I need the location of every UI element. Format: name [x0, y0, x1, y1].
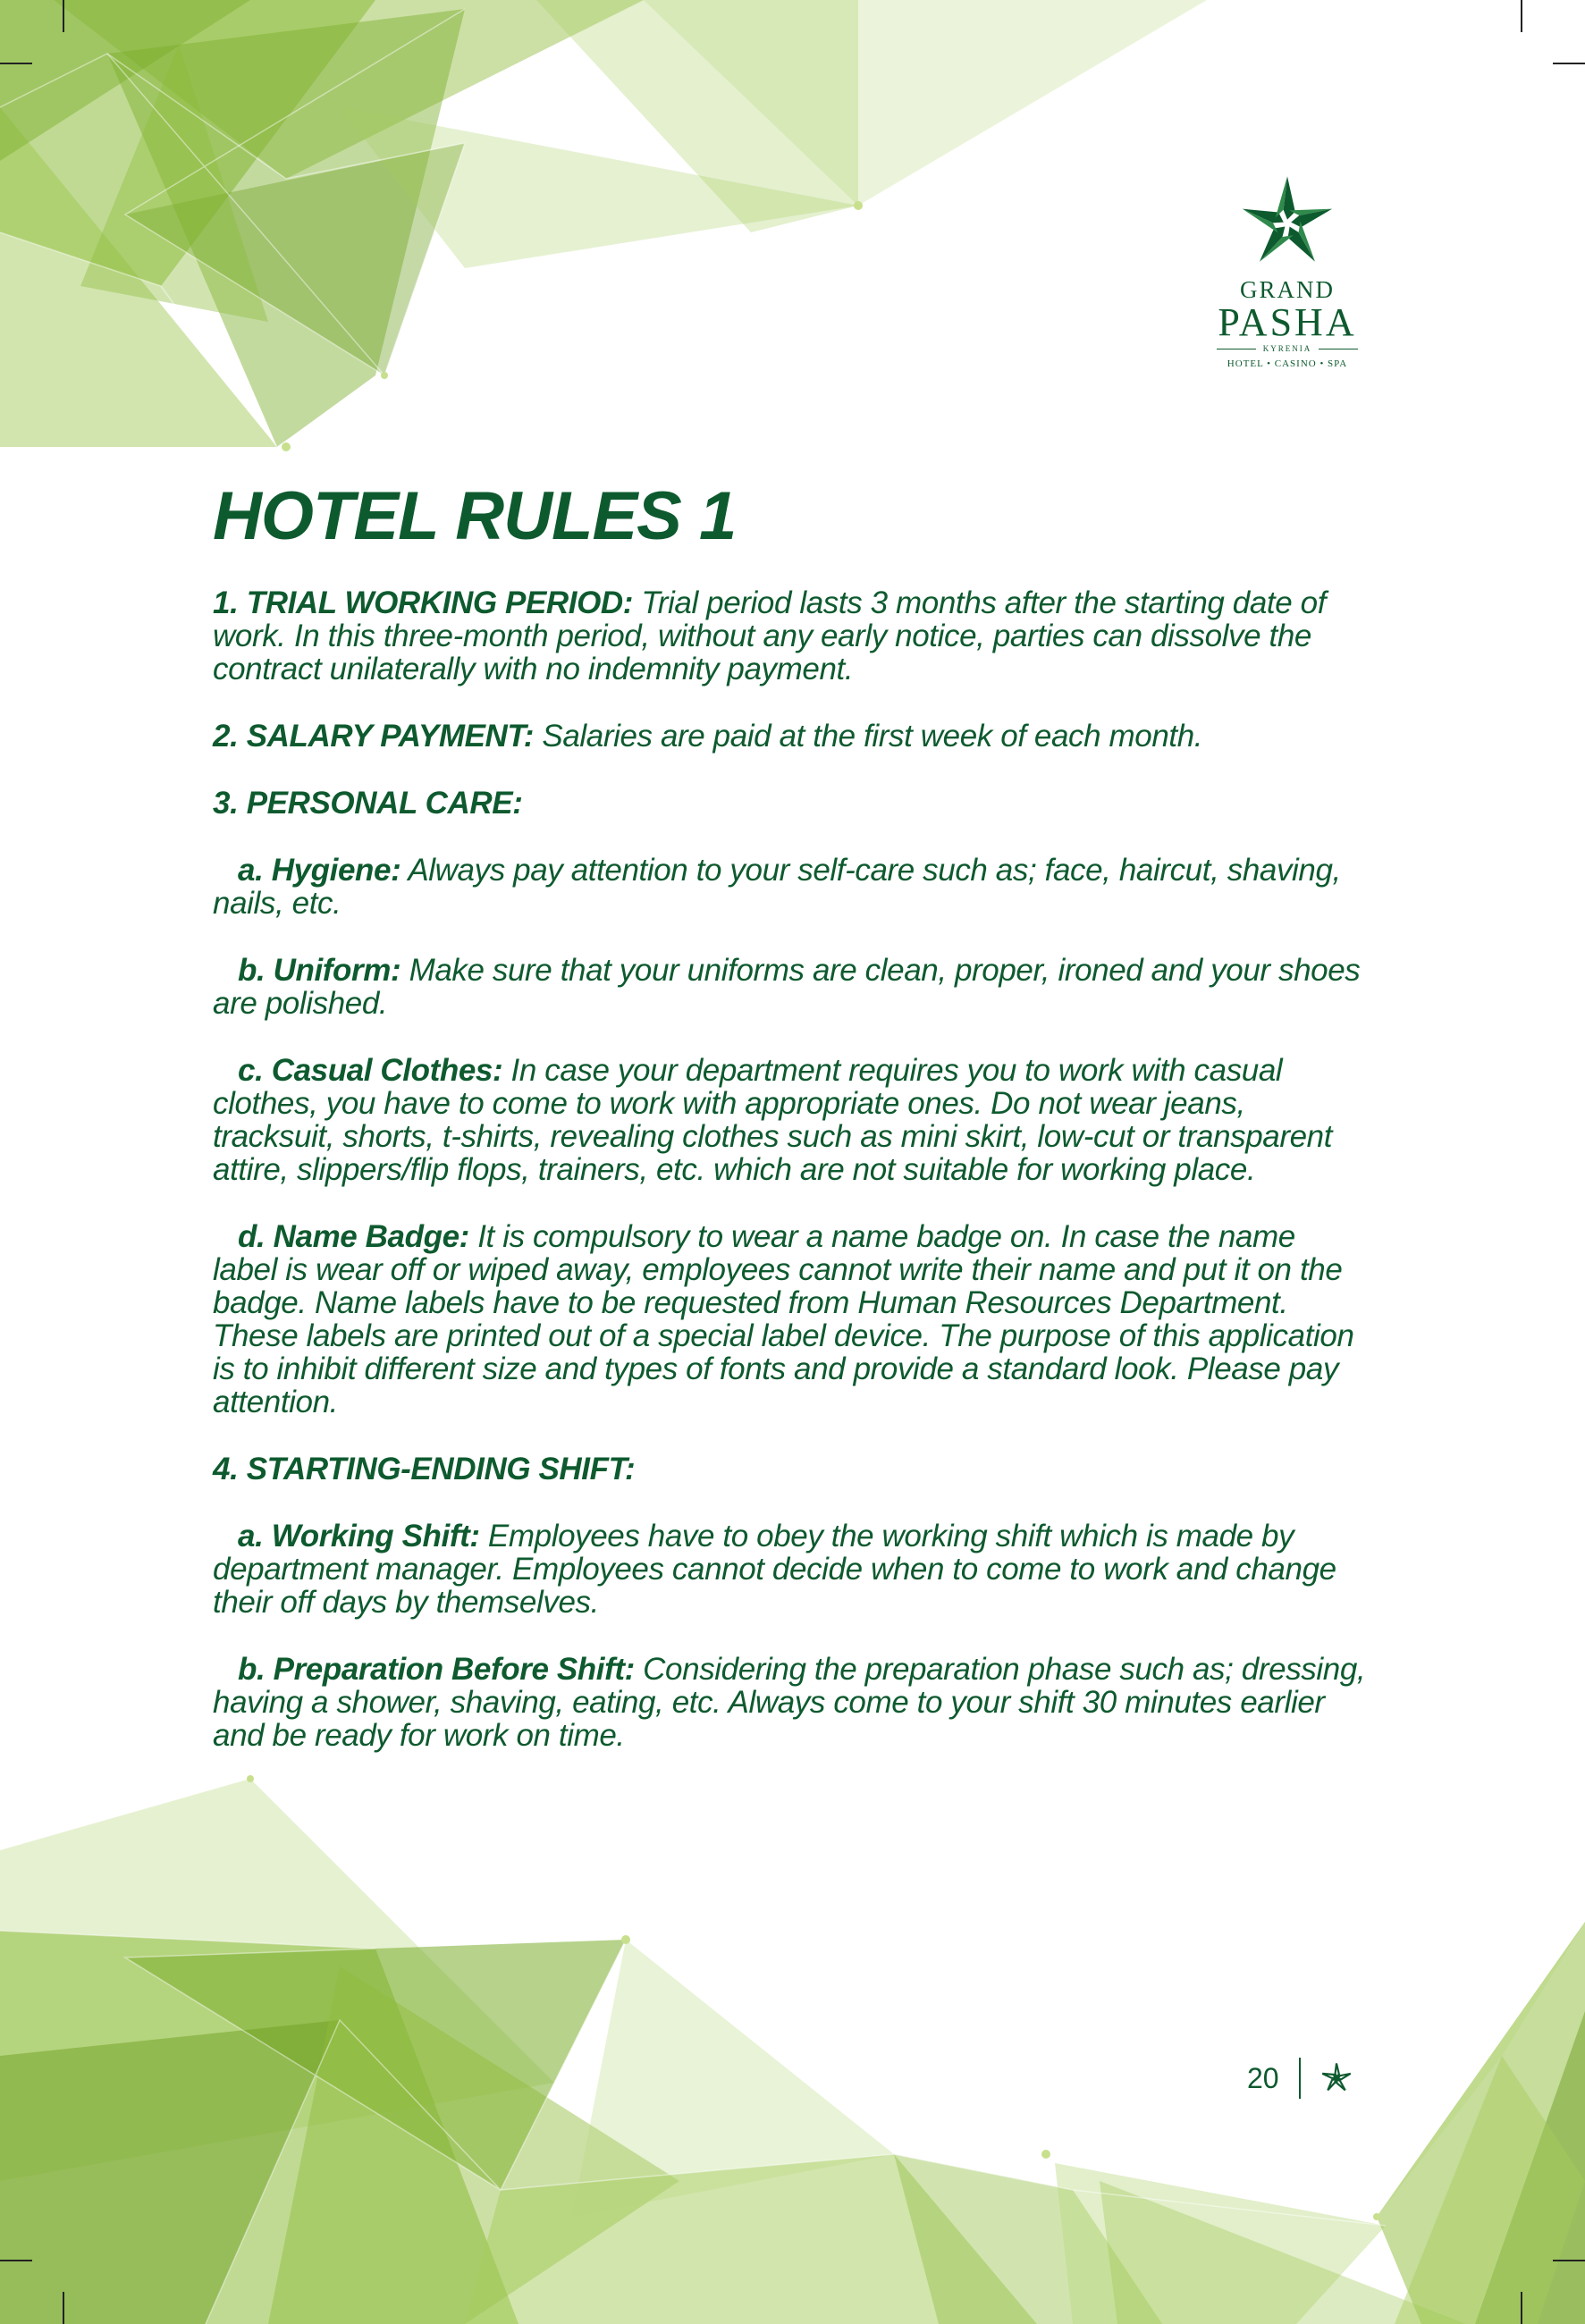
rule-label: b. Uniform: — [238, 953, 401, 988]
rule-label: 3. PERSONAL CARE: — [213, 786, 523, 821]
logo-grand: GRAND — [1239, 276, 1335, 303]
star-icon — [1238, 174, 1336, 273]
rules-list — [213, 586, 1366, 1752]
rule-item — [213, 1452, 1366, 1486]
rule-label: 1. TRIAL WORKING PERIOD: — [213, 585, 634, 620]
rule-text: Make sure that your uniforms are clean, proper, ironed and your shoes are polished. — [213, 953, 1361, 1021]
logo-kyrenia — [1198, 344, 1377, 353]
logo-pasha: PASHA — [1218, 300, 1357, 344]
rule-item — [213, 1054, 1366, 1186]
crop-mark — [63, 0, 64, 32]
crop-mark — [1521, 2292, 1522, 2324]
rule-text: In case your department requires you to work with casual clothes, you have to come to work with appropriate ones. Do not wear jeans, tracksuit, shorts, t-shirts, revealing clothes such as mini skirt, low-cut or transparent attire, slippers/flip flops, trainers, etc. which are not suitable for working place. — [213, 1053, 1333, 1187]
rule-label: a. Working Shift: — [238, 1519, 480, 1554]
rule-text: Considering the preparation phase such as; dressing, having a shower, shaving, eating, etc. Always come to your shift 30 minutes earlier and be ready for work on time. — [213, 1652, 1366, 1753]
page-footer — [1247, 2058, 1353, 2099]
rule-item — [213, 1520, 1366, 1619]
star-icon — [1320, 2062, 1353, 2094]
rule-label: b. Preparation Before Shift: — [238, 1652, 635, 1687]
rule-item — [213, 854, 1366, 920]
crop-mark — [0, 63, 32, 64]
rule-text: Salaries are paid at the first week of each month. — [534, 719, 1203, 754]
crop-mark — [1553, 63, 1585, 64]
rules-content — [213, 478, 1366, 1786]
rule-item — [213, 954, 1366, 1020]
rule-label: a. Hygiene: — [238, 853, 401, 888]
rule-text: Trial period lasts 3 months after the starting date of work. In this three-month period, without any early notice, parties can dissolve the contract unilaterally with no indemnity payment. — [213, 585, 1327, 686]
rule-item — [213, 787, 1366, 820]
footer-divider — [1299, 2058, 1301, 2099]
rule-item — [213, 1653, 1366, 1752]
rule-label: 4. STARTING-ENDING SHIFT: — [213, 1452, 636, 1486]
rule-text: It is compulsory to wear a name badge on. In case the name label is wear off or wiped away, employees cannot write their name and put it on the badge. Name labels have to be requested from Human Resources Department. These labels are printed out of a special label device. The purpose of this application is to inhibit different size and types of fonts and provide a standard look. Please pay attention. — [213, 1219, 1354, 1419]
crop-mark — [0, 2260, 32, 2261]
rule-label: c. Casual Clothes: — [238, 1053, 503, 1088]
crop-mark — [1553, 2260, 1585, 2261]
rule-item — [213, 586, 1366, 686]
logo-subtitle: HOTEL • CASINO • SPA — [1227, 358, 1348, 369]
rule-label: d. Name Badge: — [238, 1219, 469, 1254]
rule-text: Employees have to obey the working shift which is made by department manager. Employees cannot decide when to come to work and change their off days by themselves. — [213, 1519, 1336, 1620]
logo — [1198, 174, 1377, 369]
rule-text: Always pay attention to your self-care such as; face, haircut, shaving, nails, etc. — [213, 853, 1341, 921]
page-title: HOTEL RULES 1 — [213, 478, 737, 554]
crop-mark — [1521, 0, 1522, 32]
logo-kyrenia-text: KYRENIA — [1262, 344, 1312, 353]
top-left-polygons — [0, 0, 1207, 447]
crop-mark — [63, 2292, 64, 2324]
bottom-left-polygons — [0, 1779, 1466, 2324]
rule-item — [213, 720, 1366, 753]
rule-label: 2. SALARY PAYMENT: — [213, 719, 535, 754]
bottom-right-polygons — [1377, 1922, 1585, 2324]
rule-item — [213, 1220, 1366, 1419]
page-number: 20 — [1247, 2061, 1279, 2094]
